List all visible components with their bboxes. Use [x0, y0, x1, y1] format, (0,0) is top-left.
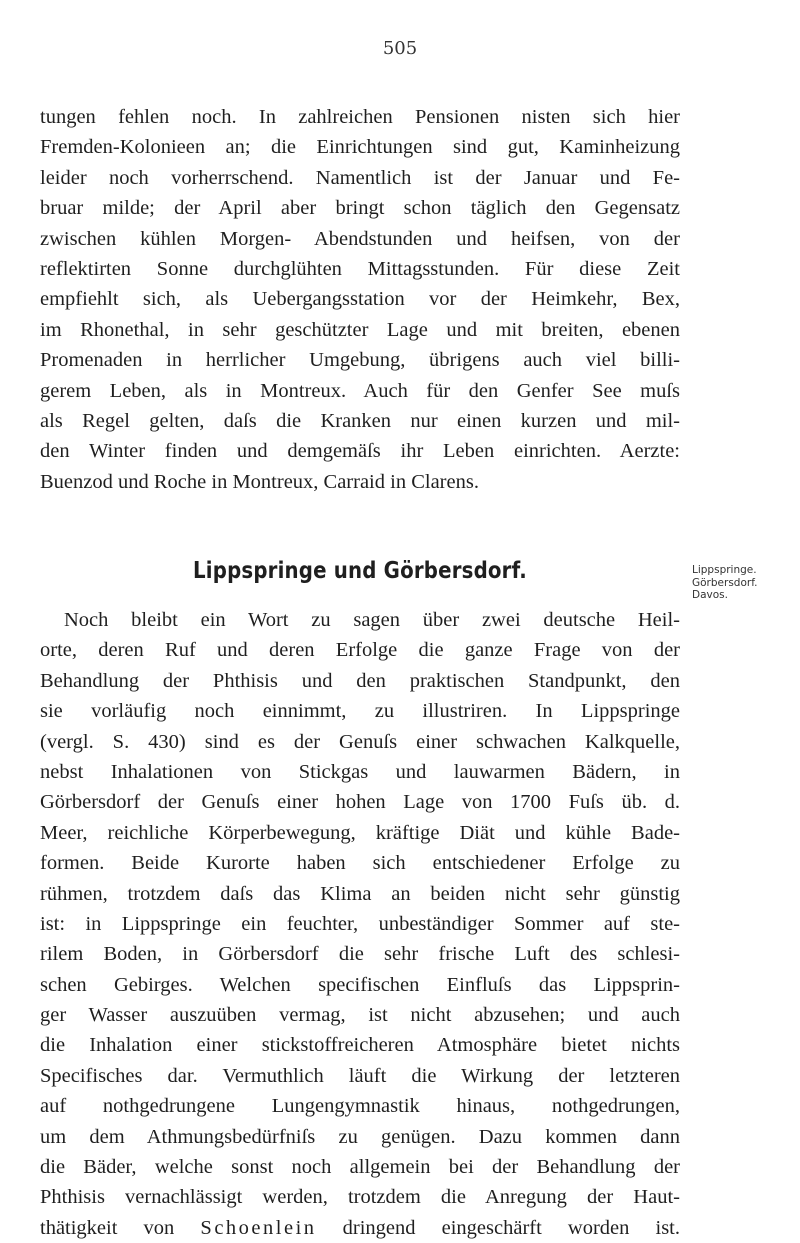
- text-line: Specifisches dar. Vermuthlich läuft die Wirkung der letzteren: [40, 1064, 680, 1087]
- text-line: den Winter finden und demgemäſs ihr Leben einrichten. Aerzte:: [40, 440, 680, 463]
- margin-note-line: Lippspringe.: [692, 564, 757, 576]
- text-line: Behandlung der Phthisis und den praktischen Standpunkt, den: [40, 669, 680, 692]
- text-line: auf nothgedrungene Lungengymnastik hinaus, nothgedrungen,: [40, 1095, 680, 1118]
- text-line: im Rhonethal, in sehr geschützter Lage und mit breiten, ebenen: [40, 318, 680, 341]
- page-number: 505: [382, 38, 418, 59]
- text-line: Meer, reichliche Körperbewegung, kräftige Diät und kühle Bade-: [40, 821, 680, 844]
- text-line: empfiehlt sich, als Uebergangsstation vor der Heimkehr, Bex,: [40, 288, 680, 311]
- last-line-after: dringend eingeschärft worden ist.: [316, 1216, 680, 1239]
- text-line: zwischen kühlen Morgen- Abendstunden und heifsen, von der: [40, 227, 680, 250]
- text-line: Promenaden in herrlicher Umgebung, übrigens auch viel billi-: [40, 349, 680, 372]
- text-line: Fremden-Kolonieen an; die Einrichtungen sind gut, Kaminheizung: [40, 136, 680, 159]
- text-line: rühmen, trotzdem daſs das Klima an beiden nicht sehr günstig: [40, 882, 680, 905]
- text-line: sie vorläufig noch einnimmt, zu illustriren. In Lippspringe: [40, 700, 680, 723]
- text-line: als Regel gelten, daſs die Kranken nur einen kurzen und mil-: [40, 409, 680, 432]
- text-line: gerem Leben, als in Montreux. Auch für den Genfer See muſs: [40, 379, 680, 402]
- text-line: um dem Athmungsbedürfniſs zu genügen. Dazu kommen dann: [40, 1125, 680, 1148]
- text-line: tungen fehlen noch. In zahlreichen Pensionen nisten sich hier: [40, 106, 680, 128]
- text-line: orte, deren Ruf und deren Erfolge die ganze Frage von der: [40, 639, 680, 662]
- text-line: Buenzod und Roche in Montreux, Carraid in Clarens.: [40, 470, 479, 493]
- text-line: ger Wasser auszuüben vermag, ist nicht abzusehen; und auch: [40, 1004, 680, 1027]
- text-line: bruar milde; der April aber bringt schon täglich den Gegensatz: [40, 197, 680, 220]
- text-line: (vergl. S. 430) sind es der Genuſs einer schwachen Kalkquelle,: [40, 730, 680, 753]
- margin-note-line: Görbersdorf.: [692, 576, 758, 589]
- author-name-spaced: Schoenlein: [200, 1216, 317, 1239]
- text-line: nebst Inhalationen von Stickgas und lauwarmen Bädern, in: [40, 760, 680, 783]
- text-line-last: [40, 1213, 680, 1243]
- text-line: reflektirten Sonne durchglühten Mittagsstunden. Für diese Zeit: [40, 257, 680, 280]
- paragraph-2: [40, 605, 680, 1243]
- text-line: die Inhalation einer stickstoffreicheren Atmosphäre bietet nichts: [40, 1034, 680, 1057]
- text-line: die Bäder, welche sonst noch allgemein bei der Behandlung der: [40, 1156, 680, 1179]
- text-line: Görbersdorf der Genuſs einer hohen Lage von 1700 Fuſs üb. d.: [40, 791, 680, 814]
- text-line: ist: in Lippspringe ein feuchter, unbeständiger Sommer auf ste-: [40, 912, 680, 935]
- text-line: formen. Beide Kurorte haben sich entschiedener Erfolge zu: [40, 852, 680, 875]
- text-line: rilem Boden, in Görbersdorf die sehr frische Luft des schlesi-: [40, 943, 680, 966]
- section-heading: Lippspringe und Görbersdorf.: [193, 558, 527, 584]
- text-line: leider noch vorherrschend. Namentlich ist der Januar und Fe-: [40, 166, 680, 189]
- text-line: Noch bleibt ein Wort zu sagen über zwei deutsche Heil-: [64, 609, 680, 631]
- margin-note-line: Davos.: [692, 589, 728, 601]
- last-line-before: thätigkeit von: [40, 1216, 201, 1239]
- text-line: schen Gebirges. Welchen specifischen Einfluſs das Lippsprin-: [40, 973, 680, 996]
- margin-note: [692, 564, 792, 602]
- paragraph-1: [40, 102, 680, 497]
- text-line: Phthisis vernachlässigt werden, trotzdem die Anregung der Haut-: [40, 1186, 680, 1209]
